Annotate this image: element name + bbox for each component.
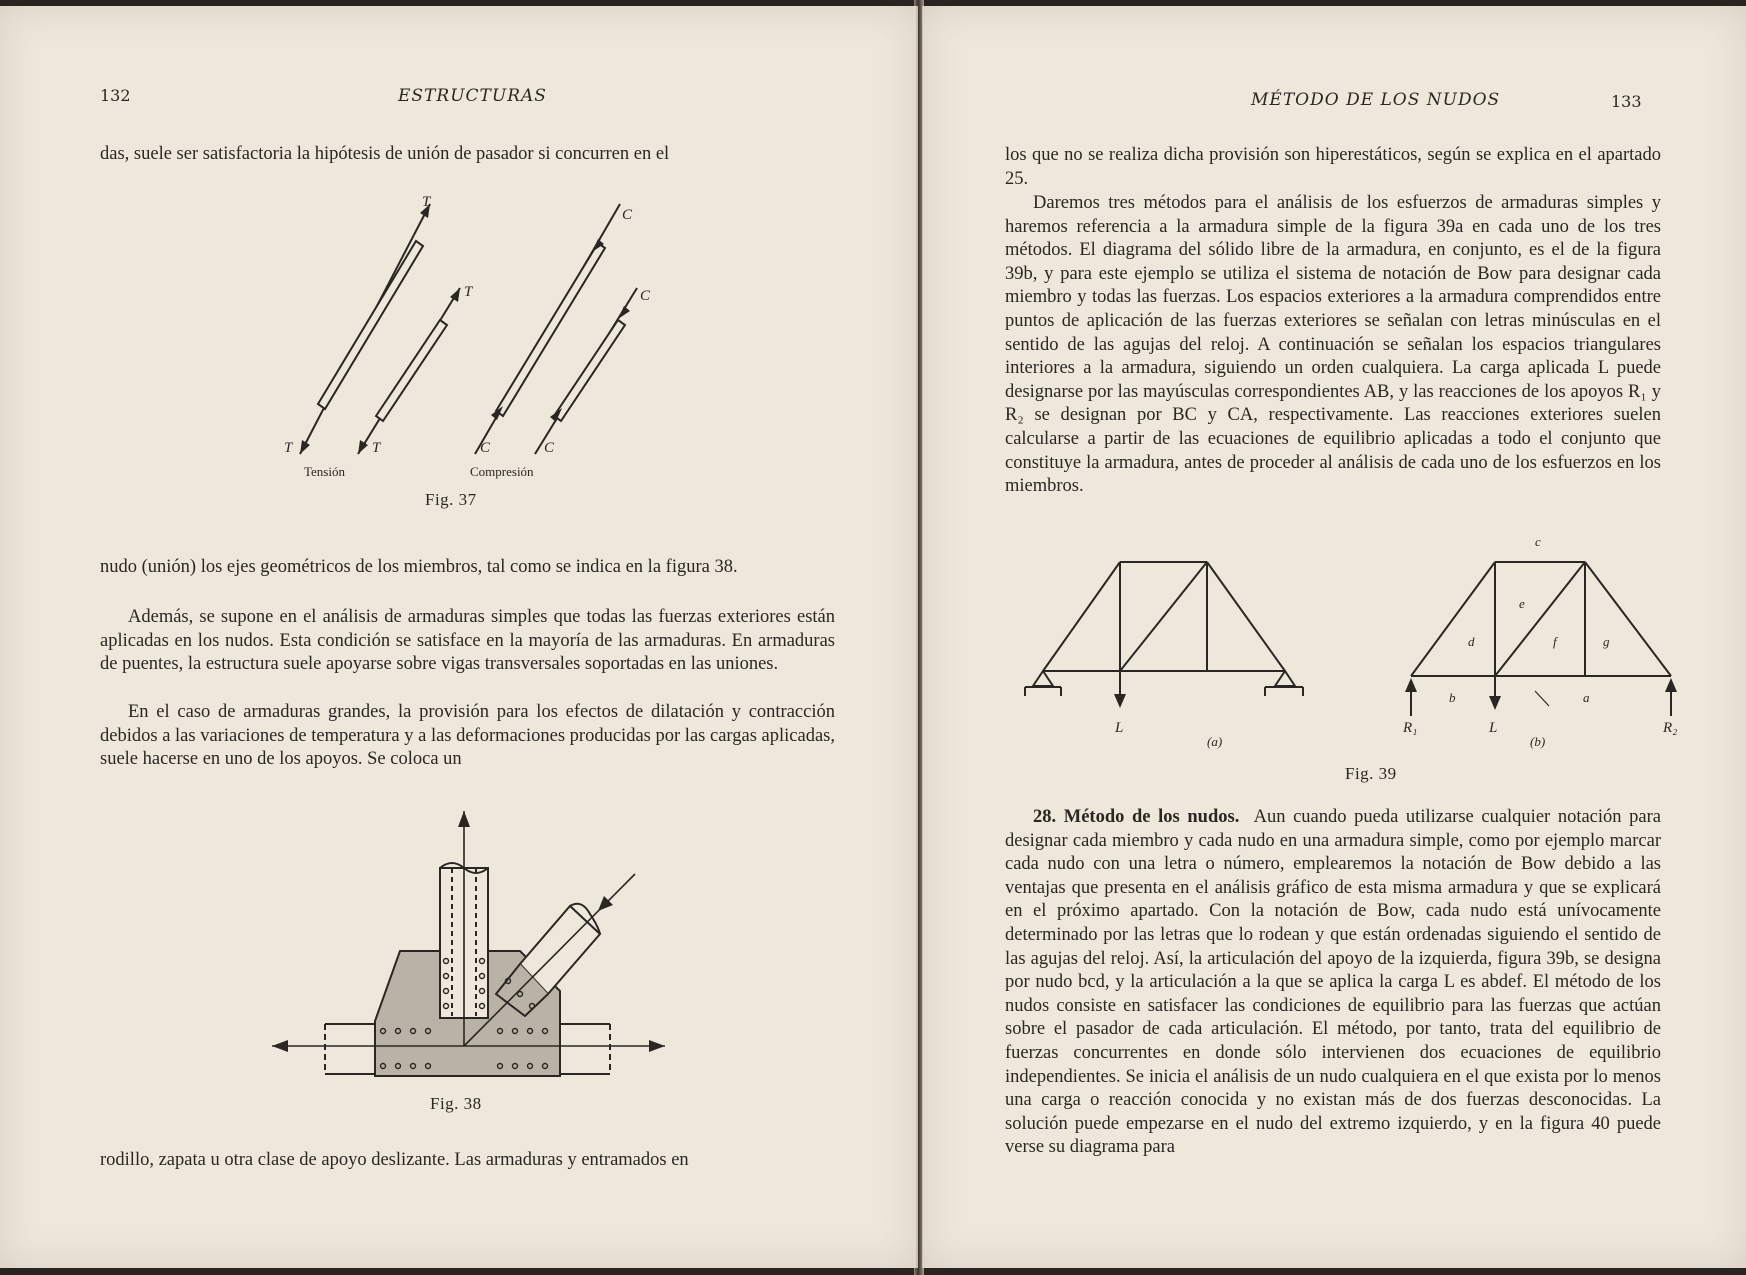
label-c: C (480, 440, 491, 456)
running-head: MÉTODO DE LOS NUDOS (1251, 90, 1501, 110)
paragraph: los que no se realiza dicha provisión son hiperestáticos, según se explica en el apartado 25. (1005, 145, 1661, 189)
fig39-trusses (923, 6, 1746, 796)
space-label-c: c (1535, 534, 1541, 549)
section-title: 28. Método de los nudos. (1033, 807, 1240, 827)
figure-caption: Fig. 37 (425, 490, 477, 509)
label-t: T (284, 440, 293, 456)
compression-label: Compresión (470, 464, 534, 479)
subfigure-label-b: (b) (1530, 734, 1546, 749)
label-t: T (464, 284, 473, 300)
figure-caption: Fig. 38 (430, 1094, 482, 1113)
load-label: L (1115, 720, 1124, 736)
load-label: L (1489, 720, 1498, 736)
space-label-a: a (1583, 690, 1590, 705)
reaction-label: R₁ (1403, 720, 1418, 736)
paragraph: Daremos tres métodos para el análisis de los esfuerzos de armaduras simples y haremos referencia a la armadura simple de la figura 39a en cada uno de los tres métodos. El diagrama del sólido libre de la armadura, en conjunto, es el de la figura 39b, y para este ejemplo se utiliza el sistema de notación de Bow para designar cada miembro y todas las fuerzas. Los espacios exteriores a la armadura comprendidos entre puntos de aplicación de las fuerzas exteriores se señalan con letras minúsculas en el sentido de las agujas del reloj. A continuación se señalan los espacios triangulares interiores a la armadura, siguiendo un orden cualquiera. La carga aplicada L puede designarse por las mayúsculas correspondientes AB, y las reacciones de los apoyos R₁ y R₂ se designan por BC y CA, respectivamente. Las reacciones exteriores suelen calcularse a partir de las ecuaciones de equilibrio aplicadas a todo el conjunto que constituye la armadura, antes de proceder al análisis de cada uno de los esfuerzos en los miembros. (1005, 193, 1661, 497)
paragraph (1005, 806, 1661, 1160)
label-c: C (640, 288, 651, 304)
label-t: T (372, 440, 381, 456)
space-label-f: f (1553, 634, 1557, 649)
fig38-gusset-joint (0, 6, 916, 1106)
page-number: 132 (100, 86, 131, 105)
paragraph: En el caso de armaduras grandes, la provisión para los efectos de dilatación y contracción debidos a las variaciones de temperatura y a las deformaciones producidas por las cargas aplicadas, suele hacerse en uno de los apoyos. Se coloca un (100, 702, 835, 770)
paragraph: Además, se supone en el análisis de armaduras simples que todas las fuerzas exteriores están aplicadas en los nudos. Esta condición se satisface en la mayoría de las armaduras. En armaduras de puentes, la estructura suele apoyarse sobre vigas transversales soportadas en las uniones. (100, 607, 835, 675)
label-c: C (622, 207, 633, 223)
space-label-d: d (1468, 634, 1475, 649)
space-label-b: b (1449, 690, 1456, 705)
paragraph: nudo (unión) los ejes geométricos de los miembros, tal como se indica en la figura 38. (100, 557, 738, 577)
paragraph: das, suele ser satisfactoria la hipótesis de unión de pasador si concurren en el (100, 144, 670, 164)
label-t: T (422, 194, 431, 210)
tension-label: Tensión (304, 464, 345, 479)
label-c: C (544, 440, 555, 456)
space-label-g: g (1603, 634, 1610, 649)
space-label-e: e (1519, 596, 1525, 611)
page-number: 133 (1611, 92, 1642, 111)
right-page (922, 6, 1746, 1268)
paragraph: rodillo, zapata u otra clase de apoyo deslizante. Las armaduras y entramados en (100, 1150, 689, 1170)
left-page (0, 6, 918, 1268)
reaction-label: R₂ (1663, 720, 1678, 736)
figure-caption: Fig. 39 (1345, 764, 1397, 783)
running-head: ESTRUCTURAS (398, 86, 547, 106)
paragraph-text: Aun cuando pueda utilizarse cualquier notación para designar cada miembro y cada nudo en una armadura simple, como por ejemplo marcar cada nudo con una letra o número, emplearemos la notación de Bow debido a las ventajas que presenta en el análisis gráfico de esta misma armadura y que se explicará en el próximo apartado. Con la notación de Bow, cada nudo está unívocamente determinado por las letras que lo rodean y que están ordenadas siguiendo el sentido de las agujas del reloj. Así, la articulación del apoyo de la izquierda, figura 39b, se designa por nudo bcd, y la articulación a la que se aplica la carga L es abdef. El método de los nudos consiste en satisfacer las condiciones de equilibrio para las fuerzas que actúan sobre el pasador de cada articulación. El método, por tanto, trata del equilibrio de fuerzas concurrentes en donde sólo intervienen dos ecuaciones de equilibrio independientes. Se inicia el análisis de un nudo cualquiera en el que exista por lo menos una carga o reacción conocida y no existan más de dos fuerzas desconocidas. La solución puede empezarse en el nudo del extremo izquierdo, y en la figura 40 puede verse su diagrama para (1005, 807, 1662, 1158)
subfigure-label-a: (a) (1207, 734, 1223, 749)
